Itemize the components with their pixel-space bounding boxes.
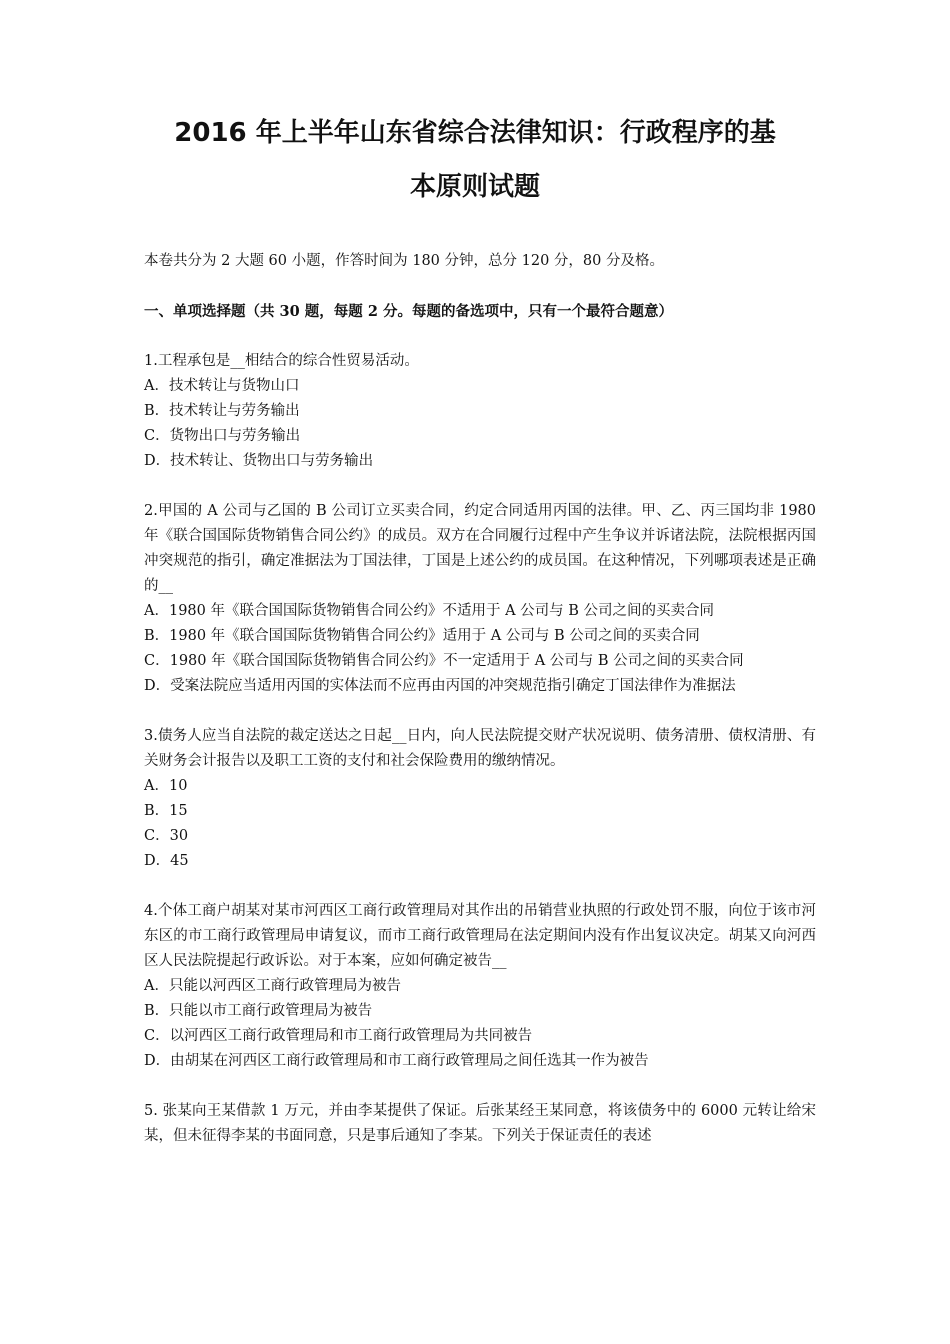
- document-title-line-2: 本原则试题: [409, 172, 540, 202]
- question-5: [144, 1099, 816, 1149]
- document-title-line-1: 2016 年上半年山东省综合法律知识：行政程序的基: [174, 118, 776, 148]
- option-a: A．1980 年《联合国国际货物销售合同公约》不适用于 A 公司与 B 公司之间的买卖合同: [144, 603, 715, 619]
- question-1: [144, 349, 816, 474]
- option-b: B．技术转让与劳务输出: [144, 403, 300, 419]
- question-2: [144, 499, 816, 699]
- option-b: B．只能以市工商行政管理局为被告: [144, 1003, 373, 1019]
- question-stem: 1.工程承包是__相结合的综合性贸易活动。: [144, 353, 419, 369]
- question-4: [144, 899, 816, 1074]
- option-d: D．由胡某在河西区工商行政管理局和市工商行政管理局之间任选其一作为被告: [144, 1053, 649, 1069]
- section-heading: 一、单项选择题（共 30 题，每题 2 分。每题的备选项中，只有一个最符合题意）: [144, 303, 673, 320]
- question-stem: 5. 张某向王某借款 1 万元，并由李某提供了保证。后张某经王某同意，将该债务中的 6000 元转让给宋某，但未征得李某的书面同意，只是事后通知了李某。下列关于保证责任的表述: [144, 1103, 816, 1144]
- option-c: C．30: [144, 828, 189, 844]
- option-a: A．10: [144, 778, 188, 794]
- question-stem: 2.甲国的 A 公司与乙国的 B 公司订立买卖合同，约定合同适用丙国的法律。甲、乙、丙三国均非 1980 年《联合国国际货物销售合同公约》的成员。双方在合同履行过程中产生争议并诉诸法院，法院根据丙国冲突规范的指引，确定准据法为丁国法律，丁国是上述公约的成员国。在这种情况，下列哪项表述是正确的__: [144, 503, 816, 594]
- option-a: A．技术转让与货物山口: [144, 378, 300, 394]
- option-b: B．1980 年《联合国国际货物销售合同公约》适用于 A 公司与 B 公司之间的买卖合同: [144, 628, 700, 644]
- option-a: A．只能以河西区工商行政管理局为被告: [144, 978, 401, 994]
- question-3: [144, 724, 816, 874]
- question-stem: 4.个体工商户胡某对某市河西区工商行政管理局对其作出的吊销营业执照的行政处罚不服，向位于该市河东区的市工商行政管理局申请复议，而市工商行政管理局在法定期间内没有作出复议决定。胡某又向河西区人民法院提起行政诉讼。对于本案，应如何确定被告__: [144, 903, 816, 969]
- question-stem: 3.债务人应当自法院的裁定送达之日起__日内，向人民法院提交财产状况说明、债务清册、债权清册、有关财务会计报告以及职工工资的支付和社会保险费用的缴纳情况。: [144, 728, 816, 769]
- option-c: C．以河西区工商行政管理局和市工商行政管理局为共同被告: [144, 1028, 533, 1044]
- option-b: B．15: [144, 803, 188, 819]
- option-d: D．45: [144, 853, 189, 869]
- option-d: D．技术转让、货物出口与劳务输出: [144, 453, 374, 469]
- option-d: D．受案法院应当适用丙国的实体法而不应再由丙国的冲突规范指引确定丁国法律作为准据法: [144, 678, 736, 694]
- option-c: C．1980 年《联合国国际货物销售合同公约》不一定适用于 A 公司与 B 公司之间的买卖合同: [144, 653, 744, 669]
- option-c: C．货物出口与劳务输出: [144, 428, 301, 444]
- document-body: [144, 249, 816, 1174]
- exam-intro: 本卷共分为 2 大题 60 小题，作答时间为 180 分钟，总分 120 分，80 分及格。: [144, 253, 664, 269]
